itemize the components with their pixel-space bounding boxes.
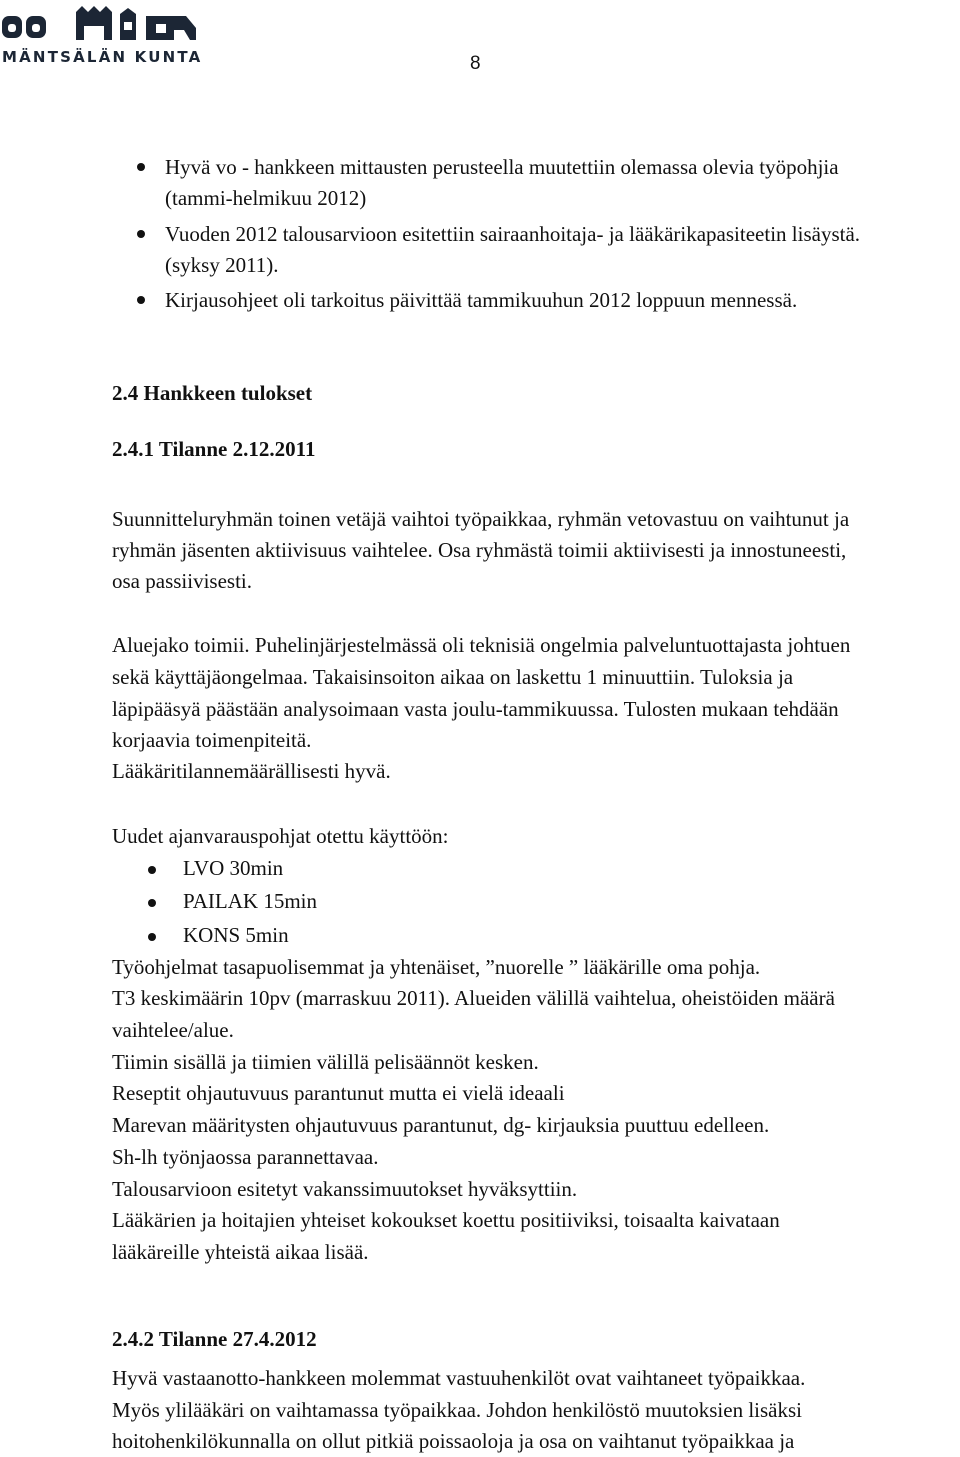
paragraph-line: Lääkärien ja hoitajien yhteiset kokoukset koettu positiiviksi, toisaalta kaivataan <box>112 1208 780 1232</box>
paragraph-line: Aluejako toimii. Puhelinjärjestelmässä oli teknisiä ongelmia palveluntuottajasta johtuen <box>112 633 851 657</box>
bullet-item-text: Kirjausohjeet oli tarkoitus päivittää tammikuuhun 2012 loppuun mennessä. <box>165 288 798 312</box>
paragraph-line: vaihtelee/alue. <box>112 1018 234 1042</box>
bullet-icon <box>148 866 156 874</box>
paragraph-line: Suunnitteluryhmän toinen vetäjä vaihtoi työpaikkaa, ryhmän vetovastuu on vaihtunut ja <box>112 507 850 531</box>
municipality-logo <box>0 0 203 72</box>
paragraph-line: Sh-lh työnjaossa parannettavaa. <box>112 1145 379 1169</box>
paragraph-line: läpipääsyä päästään analysoimaan vasta joulu-tammikuussa. Tulosten mukaan tehdään <box>112 697 839 721</box>
paragraph-line: ryhmän jäsenten aktiivisuus vaihtelee. Osa ryhmästä toimii aktiivisesti ja innostuneesti, <box>112 538 847 562</box>
template-item: KONS 5min <box>183 923 289 947</box>
bullet-item-text: (syksy 2011). <box>165 253 279 277</box>
template-item: PAILAK 15min <box>183 889 317 913</box>
section-heading: 2.4 Hankkeen tulokset <box>112 381 313 405</box>
paragraph-line: osa passiivisesti. <box>112 569 252 593</box>
bullet-icon <box>137 230 145 238</box>
paragraph-line: Hyvä vastaanotto-hankkeen molemmat vastuuhenkilöt ovat vaihtaneet työpaikkaa. <box>112 1366 806 1390</box>
logo-emblem-icon <box>0 0 200 48</box>
paragraph-line: lääkäreille yhteistä aikaa lisää. <box>112 1240 369 1264</box>
paragraph-line: Työohjelmat tasapuolisemmat ja yhtenäiset, ”nuorelle ” lääkärille oma pohja. <box>112 955 761 979</box>
bullet-icon <box>148 933 156 941</box>
page-number: 8 <box>470 53 481 74</box>
bullet-icon <box>137 296 145 304</box>
paragraph-line: Lääkäritilannemäärällisesti hyvä. <box>112 759 391 783</box>
subsection-heading: 2.4.2 Tilanne 27.4.2012 <box>112 1327 317 1351</box>
bullet-item-text: (tammi-helmikuu 2012) <box>165 186 367 210</box>
paragraph-line: sekä käyttäjäongelmaa. Takaisinsoiton aikaa on laskettu 1 minuuttiin. Tuloksia ja <box>112 665 794 689</box>
paragraph-line: T3 keskimäärin 10pv (marraskuu 2011). Alueiden välillä vaihtelua, oheistöiden määrä <box>112 986 835 1010</box>
paragraph-line: Reseptit ohjautuvuus parantunut mutta ei vielä ideaali <box>112 1081 565 1105</box>
paragraph-line: korjaavia toimenpiteitä. <box>112 728 312 752</box>
paragraph-line: hoitohenkilökunnalla on ollut pitkiä poissaoloja ja osa on vaihtanut työpaikkaa ja <box>112 1429 795 1453</box>
subsection-heading: 2.4.1 Tilanne 2.12.2011 <box>112 437 316 461</box>
bullet-icon <box>148 899 156 907</box>
paragraph-line: Tiimin sisällä ja tiimien välillä pelisäännöt kesken. <box>112 1050 539 1074</box>
paragraph-line: Marevan määritysten ohjautuvuus parantunut, dg- kirjauksia puuttuu edelleen. <box>112 1113 770 1137</box>
paragraph-line: Uudet ajanvarauspohjat otettu käyttöön: <box>112 824 449 848</box>
template-item: LVO 30min <box>183 856 284 880</box>
bullet-item-text: Vuoden 2012 talousarvioon esitettiin sairaanhoitaja- ja lääkärikapasiteetin lisäystä. <box>165 222 861 246</box>
logo-text: MÄNTSÄLÄN KUNTA <box>2 48 203 66</box>
paragraph-line: Talousarvioon esitetyt vakanssimuutokset hyväksyttiin. <box>112 1177 578 1201</box>
paragraph-line: Myös ylilääkäri on vaihtamassa työpaikkaa. Johdon henkilöstö muutoksien lisäksi <box>112 1398 802 1422</box>
bullet-icon <box>137 163 145 171</box>
bullet-item-text: Hyvä vo - hankkeen mittausten perusteella muutettiin olemassa olevia työpohjia <box>165 155 839 179</box>
